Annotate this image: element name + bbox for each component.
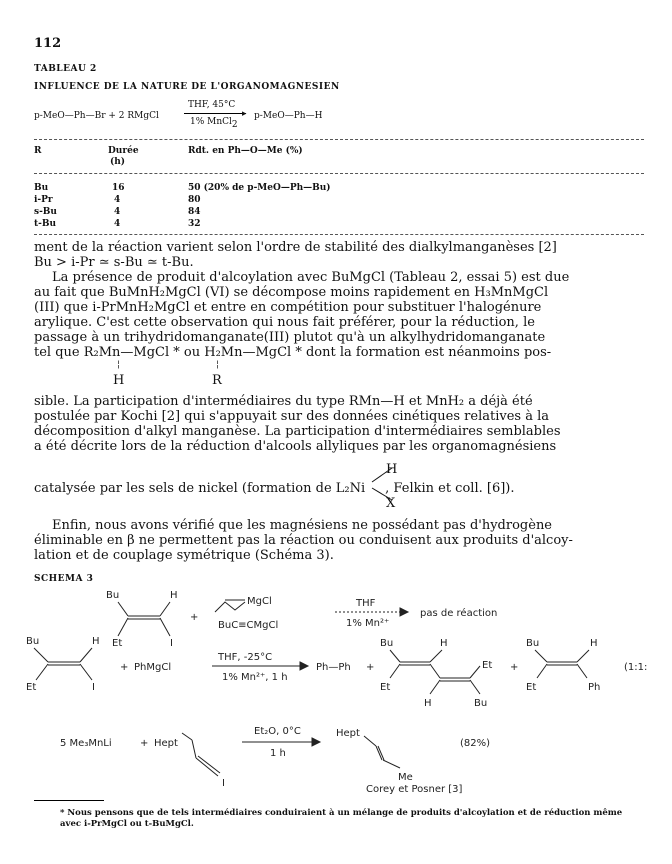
body-text — [34, 518, 646, 563]
text-line: (III) que i-PrMnH₂MgCl et entre en compétition pour substituer l'halogénure — [34, 300, 542, 315]
table-cell-duree: 4 — [114, 207, 121, 217]
scheme-plus: + — [510, 662, 519, 673]
scheme-label-h: H — [170, 590, 178, 601]
scheme-label-h: H — [440, 638, 448, 649]
bond-mark: ¦ — [117, 360, 121, 370]
body-text — [34, 240, 646, 360]
text-line: La présence de produit d'alcoylation avec BuMgCl (Tableau 2, essai 5) est due — [52, 270, 570, 285]
scheme-label-i: I — [170, 638, 173, 649]
scheme-label-h: H — [424, 698, 432, 709]
table-cell-duree: 4 — [114, 195, 121, 205]
text-line: passage à un trihydridomanganate(III) plutot qu'à un alkylhydridomanganate — [34, 330, 546, 345]
text-line: au fait que BuMnH₂MgCl (VI) se décompose moins rapidement en H₃MnMgCl — [34, 285, 549, 300]
table-top-rule — [34, 139, 644, 140]
table-cell-r: Bu — [34, 183, 49, 193]
scheme-plus: + — [120, 662, 129, 673]
scheme-condition-top: THF, -25°C — [218, 652, 273, 663]
table-bottom-rule — [34, 234, 644, 235]
text-line: Bu > i-Pr ≃ s-Bu ≃ t-Bu. — [34, 255, 194, 270]
scheme-label-i: I — [92, 682, 95, 693]
text-line: Enfin, nous avons vérifié que les magnésiens ne possédant pas d'hydrogène — [52, 518, 553, 533]
scheme-label-h: H — [92, 636, 100, 647]
table-cell-duree: 4 — [114, 219, 121, 229]
text-line: lation et de couplage symétrique (Schéma 3). — [34, 548, 334, 563]
text-line: ment de la réaction varient selon l'ordre de stabilité des dialkylmanganèses [2] — [34, 240, 557, 255]
table-header-duree: Durée — [108, 146, 139, 156]
table-header-unit: (h) — [110, 157, 126, 167]
bond-mark: ¦ — [216, 360, 220, 370]
scheme-condition-bottom: 1 h — [270, 748, 286, 759]
table-header-rdt: Rdt. en Ph—O—Me (%) — [188, 146, 303, 156]
ni-ligand-x: X — [386, 496, 396, 511]
scheme-result: pas de réaction — [420, 608, 498, 619]
substituent-r: R — [212, 373, 222, 388]
scheme-label-ph: Ph — [588, 682, 601, 693]
text-line: tel que R₂Mn—MgCl * ou H₂Mn—MgCl * dont la formation est néanmoins pos- — [34, 345, 552, 360]
table-cell-r: t-Bu — [34, 219, 57, 229]
text-line: décomposition d'alkyl manganèse. La participation d'intermédiaires semblables — [34, 424, 561, 439]
scheme-3-diagram — [0, 580, 672, 795]
table-label: TABLEAU 2 — [34, 64, 97, 74]
reaction-product: p-MeO—Ph—H — [254, 111, 323, 121]
scheme-label-et: Et — [526, 682, 537, 693]
page-number: 112 — [34, 36, 62, 51]
scheme-condition-bottom: 1% Mn²⁺, 1 h — [222, 672, 288, 683]
scheme-label-bu: Bu — [474, 698, 488, 709]
table-cell-duree: 16 — [112, 183, 125, 193]
text-line: postulée par Kochi [2] qui s'appuyait sur des données cinétiques relatives à la — [34, 409, 549, 424]
footnote-rule — [34, 800, 104, 801]
reaction-reactants: p-MeO—Ph—Br + 2 RMgCl — [34, 111, 159, 121]
scheme-allyl-mgcl: MgCl — [247, 596, 272, 607]
table-cell-r: s-Bu — [34, 207, 57, 217]
scheme-label-bu: Bu — [26, 636, 40, 647]
table-header-r: R — [34, 146, 42, 156]
scheme-label-i: I — [222, 778, 225, 789]
scheme-condition-top: Et₂O, 0°C — [254, 726, 301, 737]
scheme-plus: + — [190, 612, 199, 623]
scheme-label-bu: Bu — [380, 638, 394, 649]
scheme-condition-top: THF — [356, 598, 376, 609]
reaction-arrowhead: ▸ — [242, 109, 247, 119]
scheme-label-bu: Bu — [106, 590, 120, 601]
table-cell-rdt: 50 (20% de p-MeO—Ph—Bu) — [188, 183, 331, 193]
table-cell-r: i-Pr — [34, 195, 53, 205]
text-line: a été décrite lors de la réduction d'alcools allyliques par les organomagnésiens — [34, 439, 557, 454]
ni-ligand-h: H — [386, 462, 398, 477]
reaction-arrow — [184, 113, 246, 114]
scheme-label-et: Et — [26, 682, 37, 693]
scheme-label-et: Et — [380, 682, 391, 693]
scheme-label: SCHEMA 3 — [34, 574, 94, 584]
body-text — [34, 394, 646, 454]
scheme-reagent: PhMgCl — [134, 662, 172, 673]
reaction-condition-top: THF, 45°C — [188, 100, 236, 110]
footnote: * Nous pensons que de tels intermédiaires conduiraient à un mélange de produits d'alcoylation et de réduction même avec i-PrMgCl ou t-BuMgCl. — [60, 808, 623, 829]
table-cell-rdt: 32 — [188, 219, 201, 229]
scheme-label-hept: Hept — [336, 728, 360, 739]
scheme-yield: (82%) — [460, 738, 491, 749]
scheme-alkyne: BuC≡CMgCl — [218, 620, 279, 631]
scheme-label-hept: Hept — [154, 738, 178, 749]
text-line: éliminable en β ne permettent pas la réaction ou conduisent aux produits d'alcoy- — [34, 533, 573, 548]
scheme-reagent: 5 Me₃MnLi — [60, 738, 112, 749]
table-mid-rule — [34, 173, 644, 174]
text-line: sible. La participation d'intermédiaires du type RMn—H et MnH₂ a déjà été — [34, 394, 533, 409]
scheme-label-et: Et — [112, 638, 123, 649]
scheme-plus: + — [366, 662, 375, 673]
scheme-label-me: Me — [398, 772, 413, 783]
scheme-label-h: H — [590, 638, 598, 649]
scheme-label-et: Et — [482, 660, 493, 671]
scheme-ratio: (1:1: — [624, 662, 648, 673]
table-cell-rdt: 84 — [188, 207, 201, 217]
scheme-label-bu: Bu — [526, 638, 540, 649]
text-line: arylique. C'est cette observation qui nous fait préférer, pour la réduction, le — [34, 315, 535, 330]
reaction-condition-bottom: 1% MnCl2 — [190, 117, 238, 130]
table-cell-rdt: 80 — [188, 195, 201, 205]
substituent-h: H — [113, 373, 125, 388]
table-title: INFLUENCE DE LA NATURE DE L'ORGANOMAGNESIEN — [34, 82, 340, 92]
scheme-condition-bottom: 1% Mn²⁺ — [346, 618, 390, 629]
scheme-citation: Corey et Posner [3] — [366, 784, 463, 795]
scheme-plus: + — [140, 738, 149, 749]
text-line: catalysée par les sels de nickel (formation de L₂Ni , Felkin et coll. [6]). — [34, 481, 515, 496]
scheme-product-biphenyl: Ph—Ph — [316, 662, 351, 673]
